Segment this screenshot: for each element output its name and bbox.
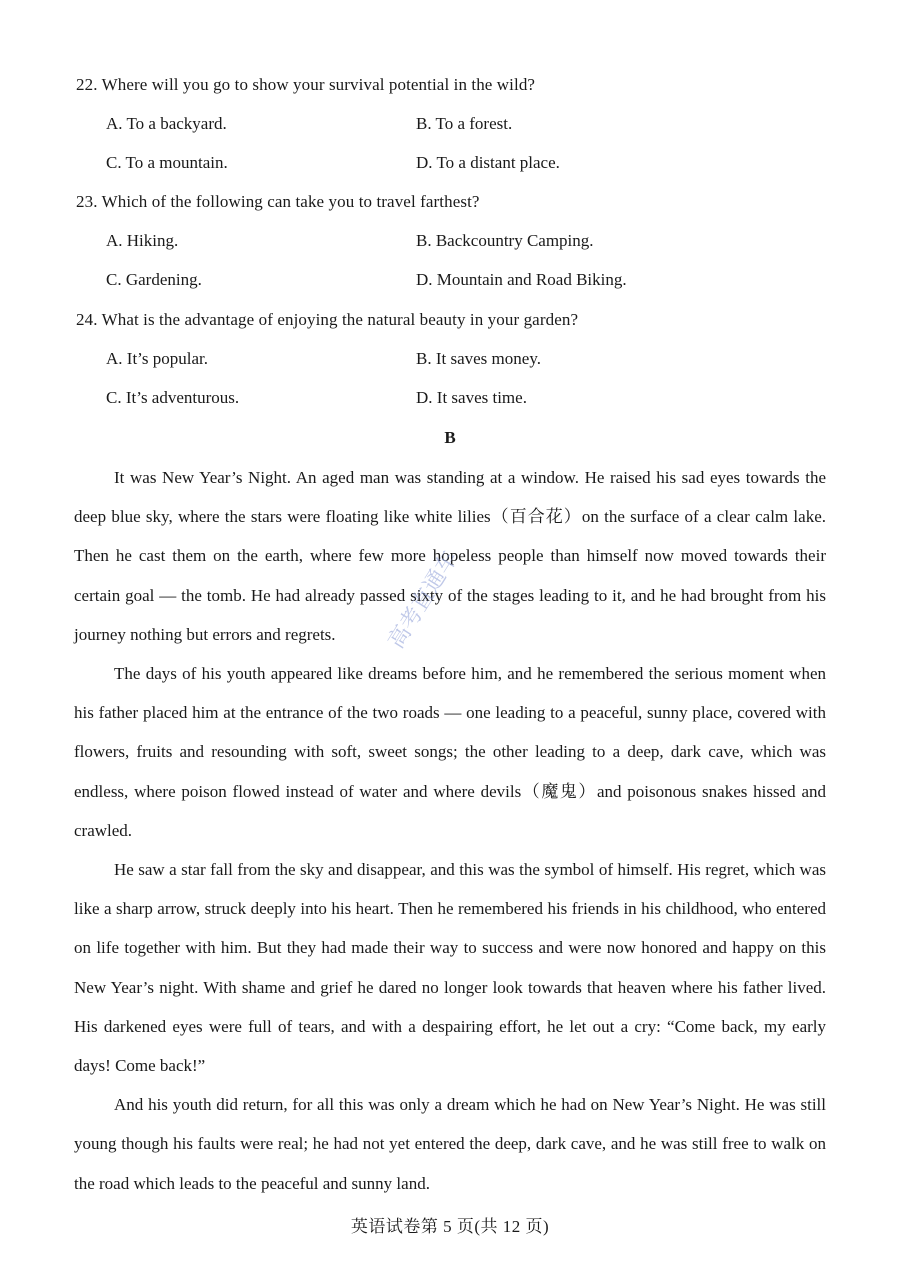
question-24-stem: 24. What is the advantage of enjoying the natural beauty in your garden? bbox=[76, 310, 579, 329]
page-footer: 英语试卷第 5 页(共 12 页) bbox=[350, 1217, 550, 1236]
passage-paragraph: And his youth did return, for all this was only a dream which he had on New Year’s Night. He was still young though his faults were real; he had not yet entered the deep, dark cave, and he was still free to walk on the road which leads to the peaceful and sunny land. bbox=[74, 1095, 826, 1193]
section-heading: B bbox=[444, 428, 456, 447]
question-22-option-b: B. To a forest. bbox=[416, 114, 513, 133]
passage-paragraph: He saw a star fall from the sky and disappear, and this was the symbol of himself. His regret, which was like a sharp arrow, struck deeply into his heart. Then he remembered his friends in his childhood, who entered on life together with him. But they had made their way to success and were now honored and happy on this New Year’s night. With shame and grief he dared no longer look towards that heaven where his father lived. His darkened eyes were full of tears, and with a despairing effort, he let out a cry: “Come back, my early days! Come back!” bbox=[74, 860, 826, 1076]
question-23-option-b: B. Backcountry Camping. bbox=[416, 231, 594, 250]
question-22-stem: 22. Where will you go to show your survival potential in the wild? bbox=[76, 75, 536, 94]
passage-paragraph: It was New Year’s Night. An aged man was standing at a window. He raised his sad eyes towards the deep blue sky, where the stars were floating like white lilies（百合花）on the surface of a clear calm lake. Then he cast them on the earth, where few more hopeless people than himself now moved towards their certain goal — the tomb. He had already passed sixty of the stages leading to it, and he had brought from his journey nothing but errors and regrets. bbox=[74, 468, 826, 644]
question-24-option-a: A. It’s popular. bbox=[106, 349, 208, 368]
question-23-option-c: C. Gardening. bbox=[106, 270, 202, 289]
question-22-option-d: D. To a distant place. bbox=[416, 153, 560, 172]
question-22-option-c: C. To a mountain. bbox=[106, 153, 228, 172]
question-23-option-a: A. Hiking. bbox=[106, 231, 179, 250]
question-24-option-b: B. It saves money. bbox=[416, 349, 541, 368]
question-24-option-c: C. It’s adventurous. bbox=[106, 388, 240, 407]
question-23-option-d: D. Mountain and Road Biking. bbox=[416, 270, 627, 289]
passage-paragraph: The days of his youth appeared like dreams before him, and he remembered the serious moment when his father placed him at the entrance of the two roads — one leading to a peaceful, sunny place, covered with flowers, fruits and resounding with soft, sweet songs; the other leading to a deep, dark cave, which was endless, where poison flowed instead of water and where devils（魔鬼）and poisonous snakes hissed and crawled. bbox=[74, 664, 826, 840]
watermark-text: 高考直通车 bbox=[383, 546, 464, 654]
question-23-stem: 23. Which of the following can take you to travel farthest? bbox=[76, 192, 480, 211]
question-22-option-a: A. To a backyard. bbox=[106, 114, 227, 133]
question-24-option-d: D. It saves time. bbox=[416, 388, 527, 407]
reading-passage bbox=[74, 458, 826, 1203]
